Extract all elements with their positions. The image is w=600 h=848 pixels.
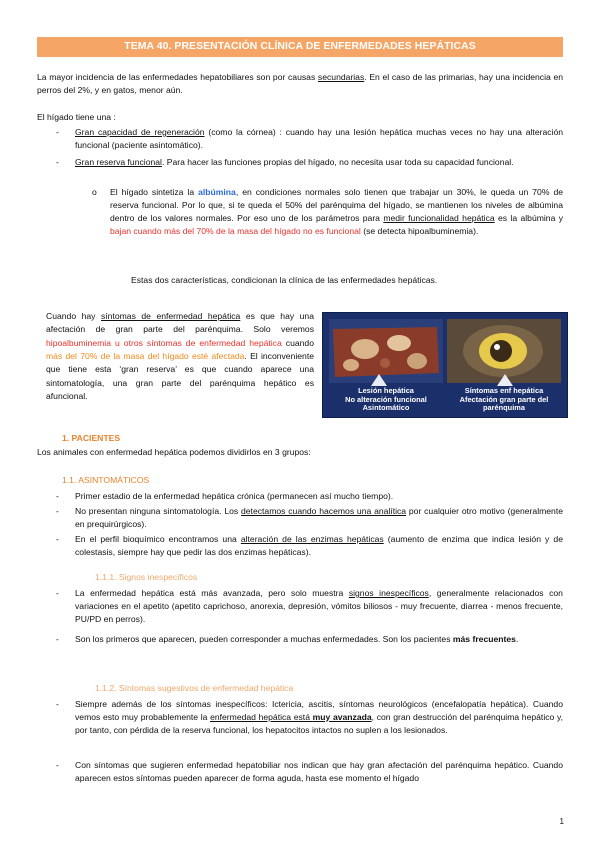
bullet-regeneration: - Gran capacidad de regeneración (como la córnea) : cuando hay una lesión hepática muchas veces no hay una alteración funcional (paciente asintomático). [56,127,564,150]
arrow-left [371,374,387,386]
bullet-reserve: - Gran reserva funcional. Para hacer las funciones propias del hígado, no necesita usar toda su capacidad funcional. [56,157,514,167]
nonspecific-item: - Son los primeros que aparecen, pueden corresponder a muchas enfermedades. Son los pacientes más frecuentes. [56,634,519,644]
page-title: TEMA 40. PRESENTACIÓN CLÍNICA DE ENFERMEDADES HEPÁTICAS [37,37,563,57]
nonspecific-item: - La enfermedad hepática está más avanzada, pero solo muestra signos inespecíficos, generalmente relacionados con variaciones en el apetito (apetito caprichoso, anorexia, depresión, vómitos biliosos - muy frecuente, diarrea - menos frecuente, PU/PD en perros). [56,588,563,624]
suggestive-item: - Con síntomas que sugieren enfermedad hepatobiliar nos indican que hay gran afectación del parénquima hepático. Cuando aparecen estos síntomas pueden aparecer de forma aguda, hasta ese momento el hígado [56,760,563,783]
sub-bullet-albumin: o El hígado sintetiza la albúmina, en condiciones normales solo tienen que trabajar un 30%, le queda un 70% de reserva funcional. Por lo que, si te queda el 50% del parénquima del hígado, se mantienen los niveles de albúmina dentro de los valores normales. Por eso uno de los parámetros para medir funcionalidad hepática es la albúmina y bajan cuando más del 70% de la masa del hígado no es funcional (se detecta hipoalbuminemia). [92,187,563,236]
asymptomatic-item: - No presentan ninguna sintomatología. Los detectamos cuando hacemos una analítica por cualquier otro motivo (generalmente en prequirúrgicos). [56,506,563,529]
asymptomatic-item: - En el perfil bioquímico encontramos una alteración de las enzimas hepáticas (aumento de enzima que indica lesión y de colestasis, siempre hay que pedir las dos enzimas hepáticas). [56,534,563,557]
asymptomatic-item: - Primer estadio de la enfermedad hepática crónica (permanecen así mucho tiempo). [56,491,394,501]
section-patients-text: Los animales con enfermedad hepática podemos dividirlos en 3 grupos: [37,447,311,457]
left-caption: Lesión hepática No alteración funcional Asintomático [345,386,427,413]
suggestive-item: - Siempre además de los síntomas inespecíficos: Ictericia, ascitis, síntomas neurológicos (encefalopatía hepática). Cuando vemos esto muy probablemente la enfermedad hepática está muy avanzada, con gran destrucción del parénquima hepático y, por tanto, con pérdida de la reserva funcional, los hepatocitos intactos no suplen a los lesionados. [56,699,563,735]
arrow-right [497,374,513,386]
liver-has-label: El hígado tiene una : [37,112,116,122]
section-patients-heading: 1. PACIENTES [62,433,121,443]
section-asymptomatic-heading: 1.1. ASINTOMÁTICOS [62,475,150,485]
section-nonspecific-heading: 1.1.1. Signos inespecíficos [95,572,198,582]
symptoms-paragraph: Cuando hay síntomas de enfermedad hepática es que hay una afectación de gran parte del parénquima. Solo veremos hipoalbuminemia u otros síntomas de enfermedad hepática cuando más del 70% de la masa del hígado esté afectada. El inconveniente que tiene esta ‘gran reserva’ es que cuando aparece una sintomatología, una gran parte del parénquima hepático es afuncional. [46,311,314,401]
page-number: 1 [559,817,564,826]
liver-comparison-figure [322,312,568,418]
intro-paragraph: La mayor incidencia de las enfermedades hepatobiliares son por causas secundarias. En el caso de las primarias, hay una incidencia en perros del 2%, y en gatos, menor aún. [37,72,564,95]
characteristics-note: Estas dos características, condicionan la clínica de las enfermedades hepáticas. [131,275,438,285]
section-suggestive-heading: 1.1.2. Síntomas sugestivos de enfermedad hepática [95,683,294,693]
right-caption: Síntomas enf hepática Afectación gran parte del parénquima [459,386,549,413]
